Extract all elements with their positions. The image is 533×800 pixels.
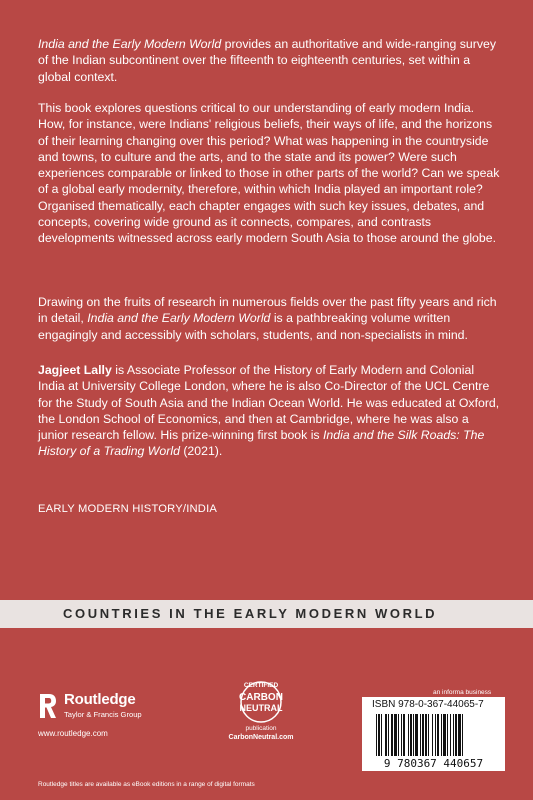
barcode-bar: [425, 714, 427, 756]
barcode-bar: [408, 714, 409, 756]
publisher-url: www.routledge.com: [38, 729, 108, 738]
ebook-footnote: Routledge titles are available as eBook editions in a range of digital formats: [38, 781, 255, 788]
blurb-intro-text: provides an authoritative and wide-ranging survey of the Indian subcontinent over the fifteenth to eighteenth centuries, set within a global context.: [38, 37, 496, 84]
carbon-neutral-logo: [226, 678, 296, 748]
publisher-name: Routledge: [64, 691, 136, 708]
routledge-r-icon: [38, 692, 58, 720]
barcode-bar: [415, 714, 418, 756]
carbon-url: CarbonNeutral.com: [228, 734, 294, 741]
blurb-drawing-text: Drawing on the fruits of research in numerous fields over the past fifty years and rich in detail,: [38, 295, 497, 326]
blurb-drawing-text-end: is a pathbreaking volume written engagingly and accessibly with scholars, students, and non-specialists in mind.: [38, 311, 468, 342]
author-name: Jagjeet Lally: [38, 363, 112, 377]
barcode-bar: [447, 714, 448, 756]
routledge-logo: [38, 690, 158, 740]
barcode-bar: [437, 714, 439, 756]
barcode-bar: [441, 714, 442, 756]
barcode-bar: [422, 714, 424, 756]
series-title: COUNTRIES IN THE EARLY MODERN WORLD: [63, 606, 438, 621]
barcode-bars-icon: [366, 714, 501, 756]
barcode-bar: [413, 714, 414, 756]
barcode-bar: [420, 714, 421, 756]
carbon-word-text: CARBON: [239, 692, 283, 703]
informa-business-note: an informa business: [433, 689, 492, 696]
barcode-bar: [391, 714, 393, 756]
neutral-word-text: NEUTRAL: [239, 703, 283, 713]
barcode-bar: [381, 714, 382, 756]
isbn-barcode-digits: [362, 757, 505, 770]
blurb-paragraph-drawing: [38, 294, 500, 343]
barcode-bar: [394, 714, 397, 756]
barcode-bar: [435, 714, 436, 756]
barcode-bar: [401, 714, 402, 756]
isbn-label: ISBN 978-0-367-44065-7: [372, 699, 484, 710]
barcode-bar: [388, 714, 389, 756]
author-bio: [38, 362, 500, 460]
barcode-bar: [428, 714, 429, 756]
publisher-group: Taylor & Francis Group: [64, 710, 142, 719]
author-previous-book-title: India and the Silk Roads: The History of a Trading World: [38, 428, 485, 459]
blurb-paragraph-questions: This book explores questions critical to our understanding of early modern India. How, for instance, were Indians' religious beliefs, their ways of life, and the horizons of their learning changing over this period? What was happening in the countryside and towns, to culture and the arts, and to the state and its power? Were such experiences comparable or linked to those in other parts of the world? Can we speak of a global early modernity, therefore, within which India played an important role? Organised thematically, each chapter engages with such key issues, debates, and concepts, covering wide ground as it connects, compares, and contrasts developments witnessed across early modern South Asia to those around the globe.: [38, 101, 500, 246]
carbon-neutral-badge-icon: [232, 678, 290, 724]
book-title-italic-2: India and the Early Modern World: [87, 311, 271, 326]
book-title-italic: India and the Early Modern World: [38, 37, 222, 51]
barcode-digits-text: 9 780367 440657: [383, 757, 484, 770]
barcode-bar: [398, 714, 399, 756]
barcode-bar: [403, 714, 405, 756]
barcode-bar: [432, 714, 433, 756]
barcode-bar: [450, 714, 451, 756]
barcode-bar: [410, 714, 412, 756]
barcode-bar: [458, 714, 461, 756]
barcode-bar: [453, 714, 454, 756]
series-band: [0, 600, 533, 628]
author-bio-text: is Associate Professor of the History of Early Modern and Colonial India at University College London, where he is also Co-Director of the UCL Centre for the Study of South Asia and the Indian Ocean World. He was educated at Oxford, the London School of Economics, and then at Cambridge, where he was also a junior research fellow. His prize-winning first book is: [38, 363, 500, 443]
barcode-bar: [443, 714, 446, 756]
barcode-bar: [385, 714, 387, 756]
barcode-bar: [376, 714, 377, 756]
barcode-bar: [455, 714, 457, 756]
isbn-barcode: [362, 697, 505, 771]
subject-category: EARLY MODERN HISTORY/INDIA: [38, 503, 218, 515]
carbon-certified-text: CERTIFIED: [243, 682, 279, 689]
blurb-paragraph-intro: [38, 36, 500, 85]
barcode-bar: [378, 714, 380, 756]
barcode-bar: [462, 714, 463, 756]
author-bio-end: (2021).: [179, 444, 223, 459]
carbon-publication-label: publication: [245, 725, 277, 732]
